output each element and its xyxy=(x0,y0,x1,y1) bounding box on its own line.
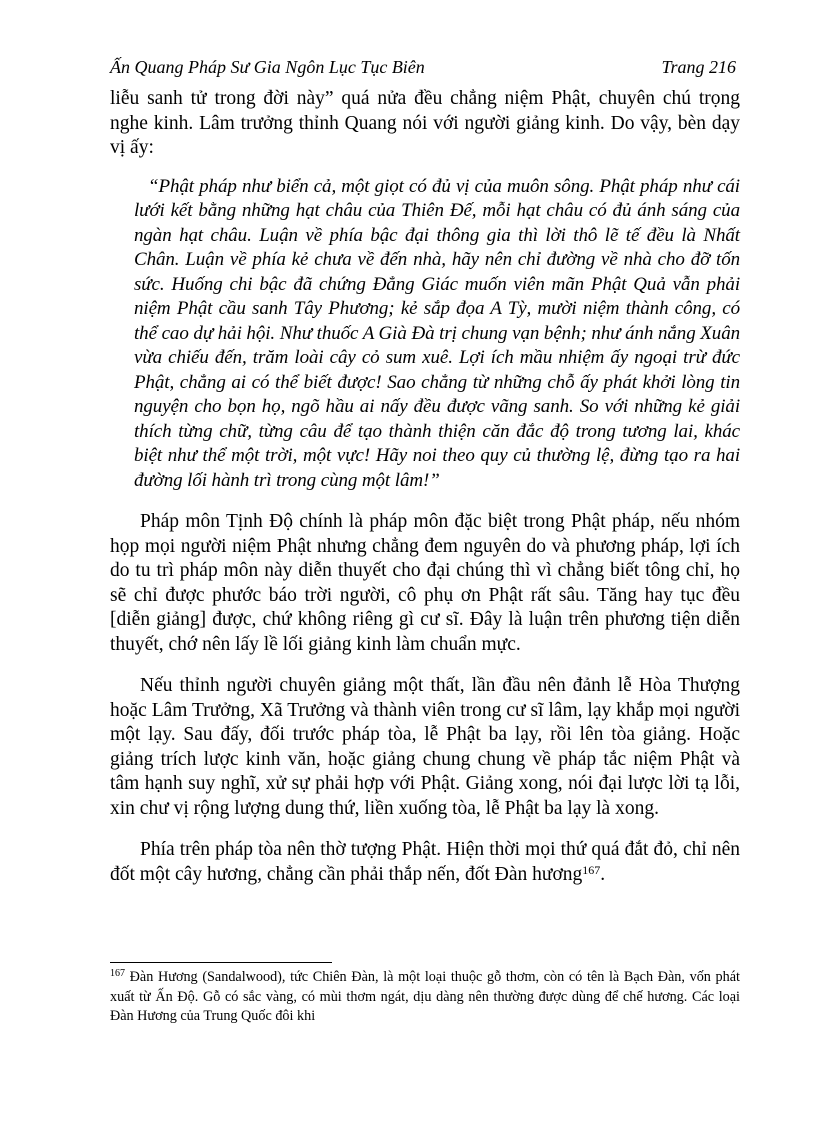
paragraph-lecture-procedure: Nếu thỉnh người chuyên giảng một thất, lần đầu nên đảnh lễ Hòa Thượng hoặc Lâm Trưởng, Xã Trưởng và thành viên trong cư sĩ lâm, lạy khắp mọi người một lạy. Sau đấy, đối trước pháp tòa, lễ Phật ba lạy, rồi lên tòa giảng. Hoặc giảng trích lược kinh văn, hoặc giảng chung chung về pháp tắc niệm Phật và tâm hạnh suy nghĩ, xử sự phải hợp với Phật. Giảng xong, nói đại lược lời tạ lỗi, xin chư vị rộng lượng dung thứ, liền xuống tòa, lễ Phật ba lạy là xong. xyxy=(110,675,740,819)
footnote-item xyxy=(110,968,740,1027)
footnote-reference[interactable]: 167 xyxy=(582,862,601,877)
footnote-separator xyxy=(110,962,332,963)
paragraph-altar xyxy=(110,838,740,887)
footnote-text: Đàn Hương (Sandalwood), tức Chiên Đàn, là một loại thuộc gỗ thơm, còn có tên là Bạch Đàn, vốn phát xuất từ Ấn Độ. Gỗ có sắc vàng, có mùi thơm ngát, dịu dàng nên thường được dùng để chế hương. Các loại Đàn Hương của Trung Quốc đôi khi xyxy=(110,969,740,1024)
block-quote xyxy=(110,175,740,494)
altar-text: Phía trên pháp tòa nên thờ tượng Phật. Hiện thời mọi thứ quá đắt đỏ, chỉ nên đốt một cây hương, chẳng cần phải thắp nến, đốt Đàn hương xyxy=(110,839,740,885)
book-title: Ấn Quang Pháp Sư Gia Ngôn Lục Tục Biên xyxy=(110,57,425,77)
paragraph-pure-land: Pháp môn Tịnh Độ chính là pháp môn đặc biệt trong Phật pháp, nếu nhóm họp mọi người niệm Phật nhưng chẳng đem nguyên do và phương pháp, lợi ích do tu trì pháp môn này diễn thuyết cho đại chúng thì vì chẳng biết tông chỉ, họ sẽ chỉ được phước báo trời người, cô phụ ơn Phật rất sâu. Tăng hay tục đều [diễn giảng] được, chứ không riêng gì cư sĩ. Đây là luận trên phương tiện diễn thuyết, chớ nên lấy lề lối giảng kinh làm chuẩn mực. xyxy=(110,511,740,655)
main-text xyxy=(110,87,740,887)
footnote-number: 167 xyxy=(110,968,125,979)
footnotes xyxy=(110,968,740,1027)
page-number: Trang 216 xyxy=(661,57,736,77)
intro-paragraph: liễu sanh tử trong đời này” quá nửa đều chẳng niệm Phật, chuyên chú trọng nghe kinh. Lâm trưởng thỉnh Quang nói với người giảng kinh. Do vậy, bèn dạy vị ấy: xyxy=(110,88,740,158)
altar-text-end: . xyxy=(600,863,606,885)
quote-text: “Phật pháp như biển cả, một giọt có đủ vị của muôn sông. Phật pháp như cái lưới kết bằng những hạt châu của Thiên Đế, mỗi hạt châu có đủ ánh sáng của ngàn hạt châu. Luận về phía bậc đại thông gia thì lời thô lẽ tế đều là Nhất Chân. Luận về phía kẻ chưa về đến nhà, hãy nên chỉ đường về nhà cho đỡ tốn sức. Huống chi bậc đã chứng Đẳng Giác muốn viên mãn Phật Quả vẫn phải niệm Phật cầu sanh Tây Phương; kẻ sắp đọa A Tỳ, mười niệm thành công, có thể cao dự hải hội. Như thuốc A Già Đà trị chung vạn bệnh; như ánh nắng Xuân vừa chiếu đến, trăm loài cây cỏ sum xuê. Lợi ích mầu nhiệm ấy ngoại trừ đức Phật, chẳng ai có thể biết được! Sao chẳng từ những chỗ ấy phát khởi lòng tin nguyện cho bọn họ, ngõ hầu ai nấy đều được vãng sanh. So với những kẻ giải thích từng chữ, từng câu để tạo thành thiện căn đắc độ trong tương lai, khác biệt như thể một trời, một vực! Hãy noi theo quy củ thường lệ, đừng tạo ra hai đường lối hành trì trong cùng một lâm!” xyxy=(134,175,740,491)
